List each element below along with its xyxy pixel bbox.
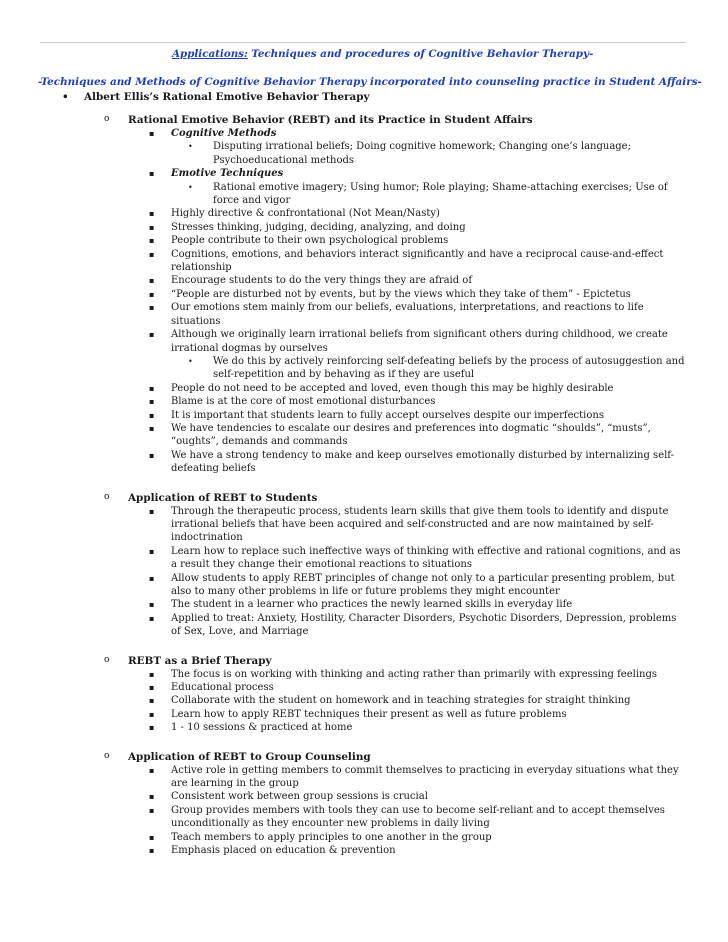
section-title: Application of REBT to Group Counseling <box>128 750 371 763</box>
list-item <box>149 505 688 545</box>
heading-rest: Techniques and procedures of Cognitive Behavior Therapy- <box>247 48 594 60</box>
list-item-text: People contribute to their own psychological problems <box>171 235 449 247</box>
topic-heading <box>62 90 370 104</box>
dot-bullet-icon: • <box>188 356 193 366</box>
list-item-text: Allow students to apply REBT principles of change not only to a particular presenting problem, but also to many other problems in life or future problems they might encounter <box>171 572 675 597</box>
square-bullet-icon: ▪ <box>149 423 155 433</box>
list-item-text: Teach members to apply principles to one another in the group <box>171 831 492 843</box>
square-bullet-icon: ▪ <box>149 805 155 815</box>
list-item <box>149 234 688 247</box>
topic-label: Albert Ellis’s Rational Emotive Behavior Therapy <box>84 91 370 103</box>
list-item-text: The focus is on working with thinking and acting rather than primarily with expressing feelings <box>171 668 658 680</box>
list-item <box>149 598 688 611</box>
section-title: Rational Emotive Behavior (REBT) and its Practice in Student Affairs <box>128 114 533 126</box>
list-item <box>149 844 688 857</box>
list-item <box>149 207 688 220</box>
sub-list-item <box>188 140 688 167</box>
page-subheading: -Techniques and Methods of Cognitive Behavior Therapy incorporated into counseling practice in Student Affairs- <box>38 76 702 88</box>
square-bullet-icon: ▪ <box>149 129 155 138</box>
list-item-text: Applied to treat: Anxiety, Hostility, Character Disorders, Psychotic Disorders, Depression, problems of Sex, Love, and Marriage <box>171 612 677 638</box>
list-item <box>149 274 688 287</box>
section-heading <box>104 113 688 127</box>
list-item-text: Cognitions, emotions, and behaviors interact significantly and have a reciprocal cause-and-effect relationship <box>171 248 664 274</box>
square-bullet-icon: ▪ <box>149 209 155 219</box>
outline-body <box>0 110 728 873</box>
list-item-text: Active role in getting members to commit themselves to practicing in everyday situations what they are learning in the group <box>171 764 679 790</box>
section-heading <box>104 491 688 505</box>
circle-bullet-icon: o <box>104 750 110 761</box>
square-bullet-icon: ▪ <box>149 546 155 556</box>
list-item <box>149 167 688 207</box>
list-item <box>149 681 688 694</box>
square-bullet-icon: ▪ <box>149 383 155 393</box>
square-bullet-icon: ▪ <box>149 696 155 706</box>
list-item <box>149 721 688 734</box>
list-item <box>149 612 688 639</box>
square-bullet-icon: ▪ <box>149 573 155 583</box>
list-item <box>149 694 688 707</box>
dot-bullet-icon: • <box>188 142 193 152</box>
circle-bullet-icon: o <box>104 491 110 502</box>
list-item <box>149 395 688 408</box>
list-item <box>149 422 688 449</box>
list-item <box>149 288 688 301</box>
square-bullet-icon: ▪ <box>149 222 155 232</box>
square-bullet-icon: ▪ <box>149 330 155 340</box>
list-item-text: Our emotions stem mainly from our beliefs, evaluations, interpretations, and reactions to life situations <box>171 302 644 327</box>
square-bullet-icon: ▪ <box>149 303 155 313</box>
list-item <box>149 545 688 572</box>
square-bullet-icon: ▪ <box>149 236 155 246</box>
list-item-text: Emotive Techniques <box>171 168 284 180</box>
square-bullet-icon: ▪ <box>149 600 155 610</box>
list-item <box>149 764 688 791</box>
square-bullet-icon: ▪ <box>149 276 155 286</box>
list-item-text: Educational process <box>171 682 274 694</box>
list-item-text: Stresses thinking, judging, deciding, analyzing, and doing <box>171 221 466 233</box>
list-item <box>149 301 688 328</box>
list-item-text: 1 - 10 sessions & practiced at home <box>171 722 353 734</box>
outline-section <box>104 491 688 639</box>
list-item <box>149 790 688 803</box>
list-item-text: It is important that students learn to fully accept ourselves despite our imperfections <box>171 409 604 421</box>
list-item-text: Collaborate with the student on homework and in teaching strategies for straight thinking <box>171 695 631 707</box>
section-heading <box>104 750 688 764</box>
square-bullet-icon: ▪ <box>149 765 155 775</box>
list-item <box>149 127 688 167</box>
square-bullet-icon: ▪ <box>149 792 155 802</box>
square-bullet-icon: ▪ <box>149 169 155 179</box>
square-bullet-icon: ▪ <box>149 683 155 693</box>
list-item-text: We have a strong tendency to make and keep ourselves emotionally disturbed by internalizing self-defeating beliefs <box>171 449 675 475</box>
list-item <box>149 221 688 234</box>
square-bullet-icon: ▪ <box>149 450 155 460</box>
list-item <box>149 668 688 681</box>
list-item <box>149 572 688 599</box>
list-item-text: People do not need to be accepted and loved, even though this may be highly desirable <box>171 382 614 394</box>
list-item-text: Group provides members with tools they can use to become self-reliant and to accept themselves unconditionally as they encounter new problems in daily living <box>171 804 665 830</box>
list-item <box>149 804 688 831</box>
square-bullet-icon: ▪ <box>149 669 155 679</box>
heading-applications: Applications: <box>172 48 248 60</box>
list-item-text: We have tendencies to escalate our desires and preferences into dogmatic “shoulds”, “musts”, “oughts”, demands and commands <box>171 422 651 448</box>
sub-list-item <box>188 181 688 208</box>
section-heading <box>104 654 688 668</box>
bullet-icon: • <box>62 91 69 103</box>
list-item-text: Blame is at the core of most emotional disturbances <box>171 396 436 408</box>
section-title: Application of REBT to Students <box>128 491 318 504</box>
square-bullet-icon: ▪ <box>149 832 155 842</box>
section-title: REBT as a Brief Therapy <box>128 654 272 667</box>
list-item-text: Learn how to apply REBT techniques their present as well as future problems <box>171 708 567 720</box>
page-heading <box>172 47 593 61</box>
list-item-text: Through the therapeutic process, students learn skills that give them tools to identify and dispute irrational beliefs that have been acquired and self-constructed and are now maintained by self-indoctrination <box>171 505 669 544</box>
square-bullet-icon: ▪ <box>149 723 155 733</box>
circle-bullet-icon: o <box>104 114 110 124</box>
square-bullet-icon: ▪ <box>149 506 155 516</box>
list-item-text: Highly directive & confrontational (Not Mean/Nasty) <box>171 208 440 220</box>
square-bullet-icon: ▪ <box>149 613 155 623</box>
list-item-text: “People are disturbed not by events, but by the views which they take of them” - Epictetus <box>171 288 631 300</box>
list-item-text: Learn how to replace such ineffective ways of thinking with effective and rational cognitions, and as a result they change their emotional reactions to situations <box>171 545 681 571</box>
square-bullet-icon: ▪ <box>149 289 155 299</box>
list-item-text: The student in a learner who practices the newly learned skills in everyday life <box>171 599 573 611</box>
square-bullet-icon: ▪ <box>149 846 155 856</box>
list-item-text: Although we originally learn irrational beliefs from significant others during childhood, we create irrational dogmas by ourselves <box>171 329 668 354</box>
square-bullet-icon: ▪ <box>149 410 155 420</box>
list-item <box>149 382 688 395</box>
list-item-text: Emphasis placed on education & prevention <box>171 845 396 857</box>
list-item-text: Consistent work between group sessions is crucial <box>171 791 428 803</box>
sub-list-item-text: We do this by actively reinforcing self-defeating beliefs by the process of autosuggestion and self-repetition and by behaving as if they are useful <box>213 355 685 381</box>
dot-bullet-icon: • <box>188 182 193 192</box>
list-item-text: Encourage students to do the very things they are afraid of <box>171 275 473 287</box>
list-item-text: Cognitive Methods <box>171 128 277 139</box>
circle-bullet-icon: o <box>104 654 110 665</box>
list-item <box>149 449 688 476</box>
list-item <box>149 831 688 844</box>
sub-list-item-text: Disputing irrational beliefs; Doing cognitive homework; Changing one’s language; Psychoeducational methods <box>213 141 631 166</box>
list-item <box>149 409 688 422</box>
square-bullet-icon: ▪ <box>149 397 155 407</box>
outline-section <box>104 113 688 476</box>
outline-section <box>104 750 688 858</box>
header-divider <box>40 42 686 43</box>
sub-list-item-text: Rational emotive imagery; Using humor; Role playing; Shame-attaching exercises; Use of force and vigor <box>213 181 668 207</box>
outline-section <box>104 654 688 735</box>
sub-list-item <box>188 355 688 382</box>
square-bullet-icon: ▪ <box>149 709 155 719</box>
list-item <box>149 248 688 275</box>
list-item <box>149 328 688 382</box>
square-bullet-icon: ▪ <box>149 249 155 259</box>
list-item <box>149 708 688 721</box>
